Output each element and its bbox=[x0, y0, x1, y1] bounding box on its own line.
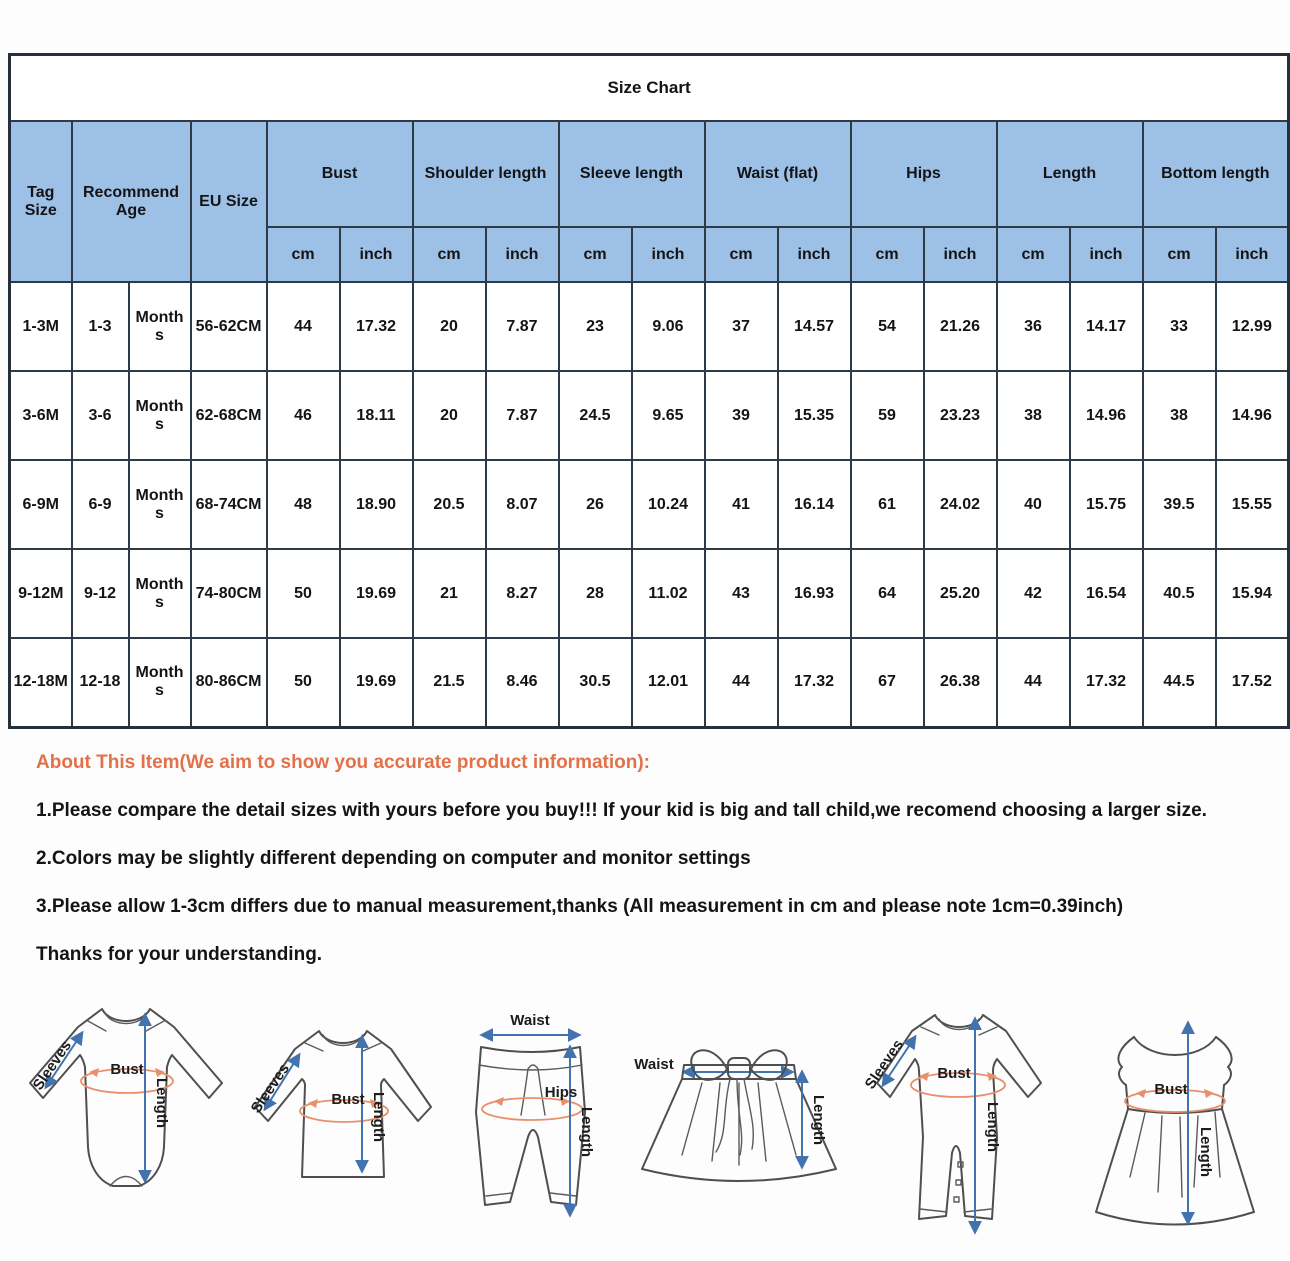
size-cell: 17.32 bbox=[778, 638, 851, 727]
col-header-bottom-length: Bottom length bbox=[1143, 121, 1289, 227]
unit-header-cm: cm bbox=[1143, 227, 1216, 282]
age-unit-cell: Months bbox=[129, 638, 191, 727]
waist-label: Waist bbox=[633, 1056, 674, 1073]
size-cell: 44 bbox=[267, 282, 340, 371]
size-cell: 38 bbox=[997, 371, 1070, 460]
tag-size-cell: 12-18M bbox=[10, 638, 72, 727]
length-label: Length bbox=[1196, 1127, 1214, 1177]
unit-header-inch: inch bbox=[340, 227, 413, 282]
dress-diagram bbox=[1070, 997, 1272, 1241]
size-cell: 24.5 bbox=[559, 371, 632, 460]
col-header-sleeve-length: Sleeve length bbox=[559, 121, 705, 227]
unit-header-cm: cm bbox=[997, 227, 1070, 282]
age-unit-cell: Months bbox=[129, 282, 191, 371]
size-cell: 15.55 bbox=[1216, 460, 1289, 549]
bodysuit-outline bbox=[30, 1009, 222, 1186]
size-cell: 15.94 bbox=[1216, 549, 1289, 638]
about-heading: About This Item(We aim to show you accurate product information): bbox=[36, 752, 651, 773]
size-cell: 33 bbox=[1143, 282, 1216, 371]
col-header-shoulder-length: Shoulder length bbox=[413, 121, 559, 227]
size-cell: 40.5 bbox=[1143, 549, 1216, 638]
age-cell: 3-6 bbox=[72, 371, 129, 460]
unit-header-cm: cm bbox=[267, 227, 340, 282]
drawstring bbox=[521, 1065, 545, 1115]
dress-neckline bbox=[1134, 1037, 1216, 1055]
size-cell: 36 bbox=[997, 282, 1070, 371]
size-cell: 28 bbox=[559, 549, 632, 638]
tag-size-cell: 9-12M bbox=[10, 549, 72, 638]
size-cell: 48 bbox=[267, 460, 340, 549]
age-cell: 6-9 bbox=[72, 460, 129, 549]
measurement-diagrams bbox=[0, 985, 1290, 1261]
about-note: 2.Colors may be slightly different depending on computer and monitor settings bbox=[36, 847, 751, 869]
age-cell: 1-3 bbox=[72, 282, 129, 371]
bodysuit-diagram bbox=[26, 985, 238, 1237]
table-row bbox=[10, 638, 1289, 727]
about-note: 1.Please compare the detail sizes with yours before you buy!!! If your kid is big and tall child,we recomend choosing a larger size. bbox=[36, 800, 1207, 821]
size-cell: 7.87 bbox=[486, 371, 559, 460]
length-label: Length bbox=[578, 1107, 596, 1157]
length-label: Length bbox=[153, 1078, 170, 1128]
size-cell: 16.54 bbox=[1070, 549, 1143, 638]
size-cell: 37 bbox=[705, 282, 778, 371]
size-cell: 59 bbox=[851, 371, 924, 460]
col-header-bust: Bust bbox=[267, 121, 413, 227]
size-cell: 8.07 bbox=[486, 460, 559, 549]
waist-label: Waist bbox=[510, 1012, 551, 1029]
unit-header-inch: inch bbox=[1070, 227, 1143, 282]
unit-header-inch: inch bbox=[486, 227, 559, 282]
table-row bbox=[10, 371, 1289, 460]
col-header-recommend-age: Recommend Age bbox=[72, 121, 191, 282]
sleeves-label: Sleeves bbox=[247, 1060, 294, 1117]
size-cell: 25.20 bbox=[924, 549, 997, 638]
col-header-waist: Waist (flat) bbox=[705, 121, 851, 227]
unit-header-inch: inch bbox=[632, 227, 705, 282]
dress-skirt bbox=[1096, 1109, 1254, 1225]
size-cell: 61 bbox=[851, 460, 924, 549]
size-cell: 40 bbox=[997, 460, 1070, 549]
eu-size-cell: 74-80CM bbox=[191, 549, 267, 638]
size-cell: 14.57 bbox=[778, 282, 851, 371]
tag-size-cell: 6-9M bbox=[10, 460, 72, 549]
hips-label: Hips bbox=[545, 1084, 578, 1101]
size-cell: 14.96 bbox=[1216, 371, 1289, 460]
size-cell: 19.69 bbox=[340, 638, 413, 727]
size-cell: 46 bbox=[267, 371, 340, 460]
bust-label: Bust bbox=[937, 1065, 971, 1082]
sleeves-label: Sleeves bbox=[29, 1037, 75, 1094]
col-header-hips: Hips bbox=[851, 121, 997, 227]
size-cell: 12.99 bbox=[1216, 282, 1289, 371]
age-unit-cell: Months bbox=[129, 460, 191, 549]
romper-diagram bbox=[857, 987, 1063, 1255]
size-cell: 21 bbox=[413, 549, 486, 638]
size-cell: 7.87 bbox=[486, 282, 559, 371]
size-cell: 39 bbox=[705, 371, 778, 460]
dress-bodice bbox=[1118, 1037, 1231, 1113]
size-cell: 21.5 bbox=[413, 638, 486, 727]
size-cell: 16.93 bbox=[778, 549, 851, 638]
eu-size-cell: 68-74CM bbox=[191, 460, 267, 549]
size-cell: 41 bbox=[705, 460, 778, 549]
bow-knot bbox=[728, 1058, 750, 1079]
size-cell: 23.23 bbox=[924, 371, 997, 460]
size-cell: 18.90 bbox=[340, 460, 413, 549]
size-cell: 17.32 bbox=[1070, 638, 1143, 727]
bust-label: Bust bbox=[331, 1091, 365, 1108]
eu-size-cell: 80-86CM bbox=[191, 638, 267, 727]
size-cell: 10.24 bbox=[632, 460, 705, 549]
tag-size-cell: 3-6M bbox=[10, 371, 72, 460]
size-cell: 15.35 bbox=[778, 371, 851, 460]
size-cell: 9.06 bbox=[632, 282, 705, 371]
size-cell: 17.32 bbox=[340, 282, 413, 371]
size-cell: 16.14 bbox=[778, 460, 851, 549]
about-note: 3.Please allow 1-3cm differs due to manual measurement,thanks (All measurement in cm and please note 1cm=0.39inch) bbox=[36, 895, 1124, 917]
unit-header-inch: inch bbox=[924, 227, 997, 282]
age-unit-cell: Months bbox=[129, 371, 191, 460]
sleeves-label: Sleeves bbox=[861, 1036, 907, 1093]
unit-header-cm: cm bbox=[559, 227, 632, 282]
eu-size-cell: 56-62CM bbox=[191, 282, 267, 371]
unit-header-inch: inch bbox=[1216, 227, 1289, 282]
size-cell: 8.46 bbox=[486, 638, 559, 727]
size-cell: 8.27 bbox=[486, 549, 559, 638]
size-cell: 20 bbox=[413, 371, 486, 460]
size-cell: 17.52 bbox=[1216, 638, 1289, 727]
size-cell: 44 bbox=[997, 638, 1070, 727]
size-cell: 54 bbox=[851, 282, 924, 371]
age-cell: 12-18 bbox=[72, 638, 129, 727]
size-cell: 30.5 bbox=[559, 638, 632, 727]
size-cell: 20.5 bbox=[413, 460, 486, 549]
age-cell: 9-12 bbox=[72, 549, 129, 638]
size-cell: 44.5 bbox=[1143, 638, 1216, 727]
size-cell: 15.75 bbox=[1070, 460, 1143, 549]
size-cell: 12.01 bbox=[632, 638, 705, 727]
table-row bbox=[10, 460, 1289, 549]
length-label: Length bbox=[809, 1095, 827, 1145]
size-cell: 24.02 bbox=[924, 460, 997, 549]
bust-label: Bust bbox=[110, 1061, 144, 1078]
table-row bbox=[10, 282, 1289, 371]
snap bbox=[954, 1197, 959, 1202]
size-chart-table bbox=[8, 53, 1290, 729]
unit-header-inch: inch bbox=[778, 227, 851, 282]
bust-label: Bust bbox=[1154, 1081, 1188, 1098]
length-label: Length bbox=[370, 1092, 388, 1142]
skirt-diagram bbox=[624, 1027, 850, 1203]
col-header-tag-size: Tag Size bbox=[10, 121, 72, 282]
size-cell: 11.02 bbox=[632, 549, 705, 638]
tag-size-cell: 1-3M bbox=[10, 282, 72, 371]
about-section bbox=[36, 752, 1264, 990]
size-cell: 43 bbox=[705, 549, 778, 638]
size-cell: 44 bbox=[705, 638, 778, 727]
about-closing: Thanks for your understanding. bbox=[36, 943, 323, 965]
size-cell: 64 bbox=[851, 549, 924, 638]
unit-header-cm: cm bbox=[705, 227, 778, 282]
size-cell: 50 bbox=[267, 549, 340, 638]
pants-diagram bbox=[448, 997, 616, 1245]
tshirt-diagram bbox=[245, 999, 441, 1245]
size-cell: 14.17 bbox=[1070, 282, 1143, 371]
size-cell: 21.26 bbox=[924, 282, 997, 371]
size-cell: 26.38 bbox=[924, 638, 997, 727]
size-cell: 42 bbox=[997, 549, 1070, 638]
size-cell: 39.5 bbox=[1143, 460, 1216, 549]
eu-size-cell: 62-68CM bbox=[191, 371, 267, 460]
size-cell: 50 bbox=[267, 638, 340, 727]
age-unit-cell: Months bbox=[129, 549, 191, 638]
size-cell: 18.11 bbox=[340, 371, 413, 460]
unit-header-cm: cm bbox=[413, 227, 486, 282]
bow-tails bbox=[716, 1079, 753, 1155]
snap bbox=[956, 1180, 961, 1185]
size-cell: 26 bbox=[559, 460, 632, 549]
size-cell: 20 bbox=[413, 282, 486, 371]
col-header-eu-size: EU Size bbox=[191, 121, 267, 282]
length-label: Length bbox=[983, 1102, 1001, 1152]
size-cell: 67 bbox=[851, 638, 924, 727]
unit-header-cm: cm bbox=[851, 227, 924, 282]
pants-outline bbox=[476, 1047, 585, 1205]
size-cell: 19.69 bbox=[340, 549, 413, 638]
size-cell: 9.65 bbox=[632, 371, 705, 460]
page-title: Size Chart bbox=[10, 55, 1289, 122]
table-row bbox=[10, 549, 1289, 638]
size-cell: 38 bbox=[1143, 371, 1216, 460]
size-cell: 23 bbox=[559, 282, 632, 371]
size-cell: 14.96 bbox=[1070, 371, 1143, 460]
col-header-length: Length bbox=[997, 121, 1143, 227]
